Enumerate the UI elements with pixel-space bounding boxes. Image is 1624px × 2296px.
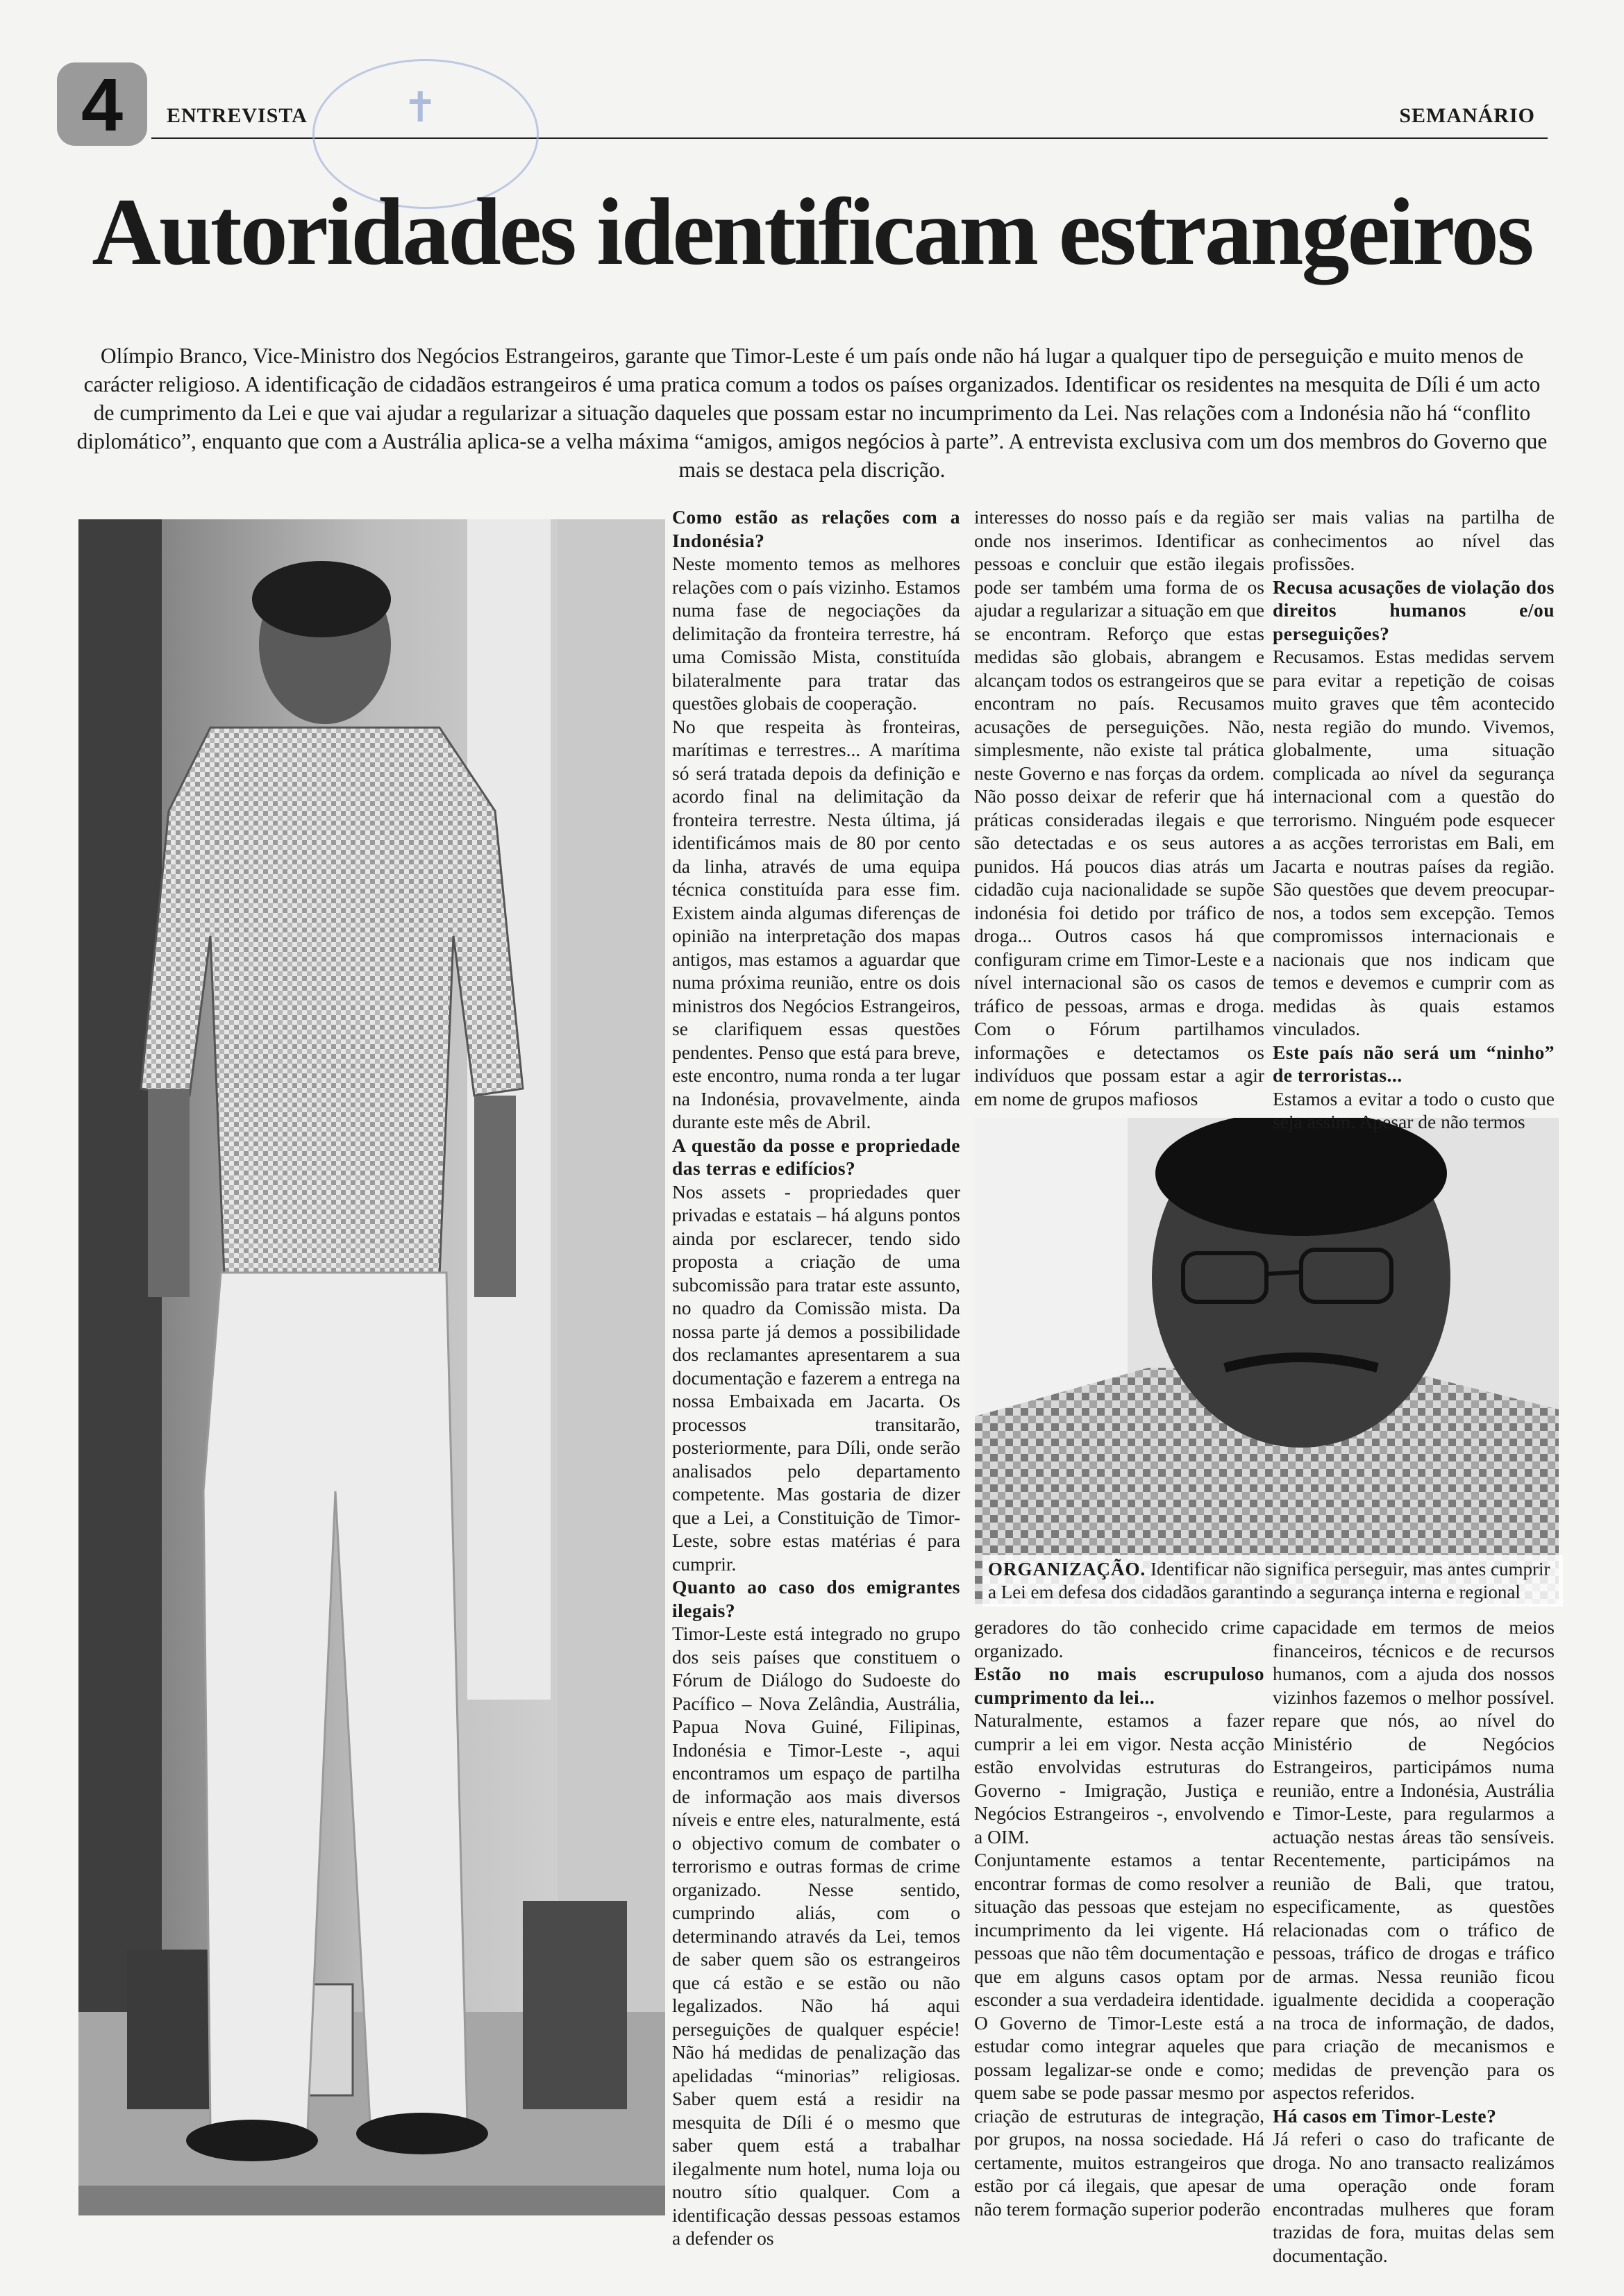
portrait-photo-graphic — [78, 519, 665, 2215]
question: Recusa acusações de violação dos direitos humanos e/ou perseguições? — [1273, 576, 1555, 644]
answer-paragraph: Conjuntamente estamos a tentar encontrar formas de como resolver a situação das pessoas que estejam no incumprimento da lei vigente. Há pessoas que não têm documentação e que em alguns casos optam por esconder a sua verdadeira identidade. O Governo de Timor-Leste está a estudar como integrar aqueles que possam legalizar-se onde e como; quem sabe se pode passar mesmo por criação de estruturas de integração, por grupos, na nossa sociedade. Há certamente, muitos estrangeiros que estão por cá ilegais, que apesar de não terem formação superior poderão — [974, 1849, 1264, 2220]
answer-paragraph: interesses do nosso país e da região onde nos inserimos. Identificar as pessoas e concluir que estão ilegais pode ser também uma forma de os ajudar a regularizar a situação em que se encontram. Reforço que estas medidas são globais, abrangem e alcançam todos os estrangeiros que se encontram no país. Recusamos acusações de perseguições. Não, simplesmente, não existe tal prática neste Governo e nas forças da ordem. Não posso deixar de referir que há práticas consideradas ilegais e que são detectadas e os seus autores punidos. Há poucos dias atrás um cidadão cuja nacionalidade se supõe indonésia foi detido por tráfico de droga... Outros casos há que configuram crime em Timor-Leste e a nível internacional são os casos de tráfico de pessoas, armas e droga. Com o Fórum partilhamos informações e detectamos os indivíduos que possam estar a agir em nome de grupos mafiosos — [974, 506, 1264, 1109]
answer-paragraph: Neste momento temos as melhores relações com o país vizinho. Estamos numa fase de negociações da delimitação da fronteira terrestre, há uma Comissão Mista, constituída bilateralmente para tratar das questões globais de cooperação. — [672, 553, 960, 714]
page-number-badge — [57, 62, 147, 146]
section-label: ENTREVISTA — [167, 104, 308, 127]
answer-paragraph: Já referi o caso do traficante de droga. No ano transacto realizámos uma operação onde foram encontradas mulheres que foram trazidas de fora, muitas delas sem documentação. — [1273, 2128, 1555, 2266]
question: Estão no mais escrupuloso cumprimento da lei... — [974, 1663, 1264, 1708]
column-3-bottom — [1273, 1616, 1555, 2267]
page-number: 4 — [81, 62, 124, 146]
answer-paragraph: ser mais valias na partilha de conhecimentos ao nível das profissões. — [1273, 506, 1555, 574]
inset-photo-graphic — [975, 1118, 1559, 1604]
answer-paragraph: No que respeita às fronteiras, marítimas e terrestres... A marítima só será tratada depois da definição e acordo final na delimitação da fronteira terrestre. Nesta última, já identificámos mais de 80 por cento da linha, através de uma equipa técnica constituída para esse fim. Existem ainda algumas diferenças de opinião na interpretação dos mapas antigos, mas estamos a aguardar que numa próxima reunião, entre os dois ministros dos Negócios Estrangeiros, se clarifiquem essas questões pendentes. Penso que está para breve, este encontro, numa ronda a ter lugar na Indonésia, provavelmente, ainda durante este mês de Abril. — [672, 715, 960, 1132]
question: Como estão as relações com a Indonésia? — [672, 506, 960, 551]
lead-paragraph: Olímpio Branco, Vice-Ministro dos Negócios Estrangeiros, garante que Timor-Leste é um país onde não há lugar a qualquer tipo de perseguição e muito menos de carácter religioso. A identificação de cidadãos estrangeiros é uma pratica comum a todos os países organizados. Identificar os residentes na mesquita de Díli é um acto de cumprimento da Lei e que vai ajudar a regularizar a situação daqueles que possam estar no incumprimento da Lei. Nas relações com a Indonésia não há “conflito diplomático”, enquanto que com a Austrália aplica-se a velha máxima “amigos, amigos negócios à parte”. A entrevista exclusiva com um dos membros do Governo que mais se destaca pela discrição. — [76, 344, 1548, 482]
publication-name: SEMANÁRIO — [1399, 104, 1535, 127]
photo-caption — [982, 1555, 1563, 1607]
question: Este país não será um “ninho” de terroristas... — [1273, 1041, 1555, 1086]
column-1 — [672, 505, 960, 2250]
answer-paragraph: capacidade em termos de meios financeiros, técnicos e de recursos humanos, com a ajuda dos nossos vizinhos fazemos o melhor possível. repare que nós, ao nível do Ministério de Negócios Estrangeiros, participámos numa reunião, entre a Indonésia, Austrália e Timor-Leste, para regularmos a actuação nestas áreas tão sensíveis. Recentemente, participámos na reunião de Bali, que tratou, especificamente, as questões relacionadas com o tráfico de pessoas, tráfico de drogas e tráfico de armas. Nessa reunião ficou igualmente decidida a cooperação na troca de informação, de dados, para criação de mecanismos e medidas de prevenção para os aspectos referidos. — [1273, 1616, 1555, 2103]
column-2-top — [974, 505, 1264, 1110]
headline: Autoridades identificam estrangeiros — [92, 178, 1532, 285]
answer-paragraph: Naturalmente, estamos a fazer cumprir a lei em vigor. Nesta acção estão envolvidas estruturas do Governo - Imigração, Justiça e Negócios Estrangeiros -, envolvendo a OIM. — [974, 1709, 1264, 1847]
answer-paragraph: Nos assets - propriedades quer privadas e estatais – há alguns pontos ainda por esclarecer, tendo sido proposta a criação de uma subcomissão para tratar este assunto, no quadro da Comissão mista. Da nossa parte já demos a possibilidade dos reclamantes apresentarem a sua documentação e fazerem a entrega na nossa Embaixada em Jacarta. Os processos transitarão, posteriormente, para Díli, onde serão analisados pelo departamento competente. Mas gostaria de dizer que a Lei, a Constituição de Timor-Leste, sobre estas matérias é para cumprir. — [672, 1180, 960, 1575]
answer-paragraph: Estamos a evitar a todo o custo que seja assim. Apesar de não termos — [1273, 1087, 1555, 1132]
question: A questão da posse e propriedade das terras e edifícios? — [672, 1134, 960, 1179]
answer-paragraph: Timor-Leste está integrado no grupo dos seis países que constituem o Fórum de Diálogo do Sudoeste do Pacífico – Nova Zelândia, Austrália, Papua Nova Guiné, Filipinas, Indonésia e Timor-Leste -, aqui encontramos um espaço de partilha de informação aos mais diversos níveis e entre eles, naturalmente, está o objectivo comum de combater o terrorismo e outras formas de crime organizado. Nesse sentido, cumprindo aliás, com o determinando através da Lei, temos de saber quem são os estrangeiros que cá estão e se estão ou não legalizados. Não há aqui perseguições de qualquer espécie! Não há medidas de penalização das apelidadas “minorias” religiosas. Saber quem está a residir na mesquita de Díli é o mesmo que saber quem está a trabalhar ilegalmente num hotel, numa loja ou noutro sítio qualquer. Com a identificação dessas pessoas estamos a defender os — [672, 1623, 960, 2249]
column-3-top — [1273, 505, 1555, 1134]
question: Quanto ao caso dos emigrantes ilegais? — [672, 1576, 960, 1621]
stamp-cross-icon: ✝ — [403, 83, 438, 132]
answer-paragraph: geradores do tão conhecido crime organizado. — [974, 1616, 1264, 1661]
column-2-bottom — [974, 1616, 1264, 2220]
answer-paragraph: Recusamos. Estas medidas servem para evitar a repetição de coisas muito graves que têm acontecido nesta região do mundo. Vivemos, globalmente, uma situação complicada ao nível da segurança internacional com a questão do terrorismo. Ninguém pode esquecer a as acções terroristas em Bali, em Jacarta e noutras países da região. São questões que devem preocupar-nos, a todos sem excepção. Temos compromissos internacionais e nacionais que nos indicam que temos e devemos e cumprir com as medidas às quais estamos vinculados. — [1273, 646, 1555, 1039]
question: Há casos em Timor-Leste? — [1273, 2104, 1497, 2127]
portrait-photo — [78, 519, 665, 2215]
inset-photo — [975, 1118, 1559, 1604]
caption-text: Identificar não significa perseguir, mas antes cumprir a Lei em defesa dos cidadãos garantindo a segurança interna e regional — [988, 1559, 1550, 1602]
caption-label: ORGANIZAÇÃO. — [988, 1559, 1146, 1579]
